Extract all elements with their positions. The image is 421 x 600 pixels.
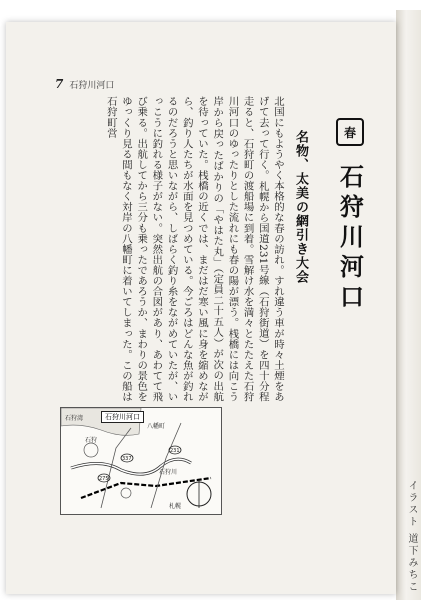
title-block [328, 110, 372, 480]
season-badge: 春 [336, 118, 364, 146]
map-graphic [61, 408, 221, 514]
map-place-yawata: 八幡町 [147, 423, 166, 430]
area-map [60, 407, 222, 515]
page-number: 7 [55, 77, 64, 91]
article-body: 北国にもようやく本格的な春の訪れ。すれ違う車が時々土煙をあげて去って行く。札幌から国道231号線（石狩街道）を四十分程走ると、石狩町の渡船場に到着。雪解け水を満々とたたえた石狩川河口のゆったりとした流れにも春の陽が漂う。桟橋には向こう岸から戻ったばかりの「やはた丸」（定員二十五人）が次の出航を待っていた。桟橋の近くでは、まだはだ寒い風に身を縮めながら、釣り人たちが水面を見つめている。今ごろはどんな魚が釣れるのだろうと思いながら、しばらく釣り糸をながめていたが、いっこうに釣れる様子がない。突然出航の合図があり、あわてて飛び乗る。出航してから三分も乗ったであろうか、まわりの景色をゆっくり見る間もなく対岸の八幡町に着いてしまった。この船は石狩町営 [104, 96, 284, 402]
illustrator-credit: イラスト 道下みちこ [406, 480, 417, 594]
chapter-title: 石狩川河口 [69, 80, 115, 91]
map-place-sapporo: 札幌 [169, 503, 182, 510]
map-label: 石狩川河口 [101, 411, 144, 423]
page-header [55, 77, 114, 91]
article-subtitle: 名物、太美の網引き大会 [293, 130, 308, 284]
map-route-231: 231 [170, 448, 180, 454]
map-place-bay: 石狩湾 [65, 415, 84, 422]
map-place-ishikari: 石狩 [85, 437, 98, 444]
map-place-river: 石狩川 [159, 469, 178, 476]
map-route-275: 275 [99, 476, 109, 482]
map-route-337: 337 [122, 456, 132, 462]
article-title: 石狩川河口 [335, 164, 365, 314]
